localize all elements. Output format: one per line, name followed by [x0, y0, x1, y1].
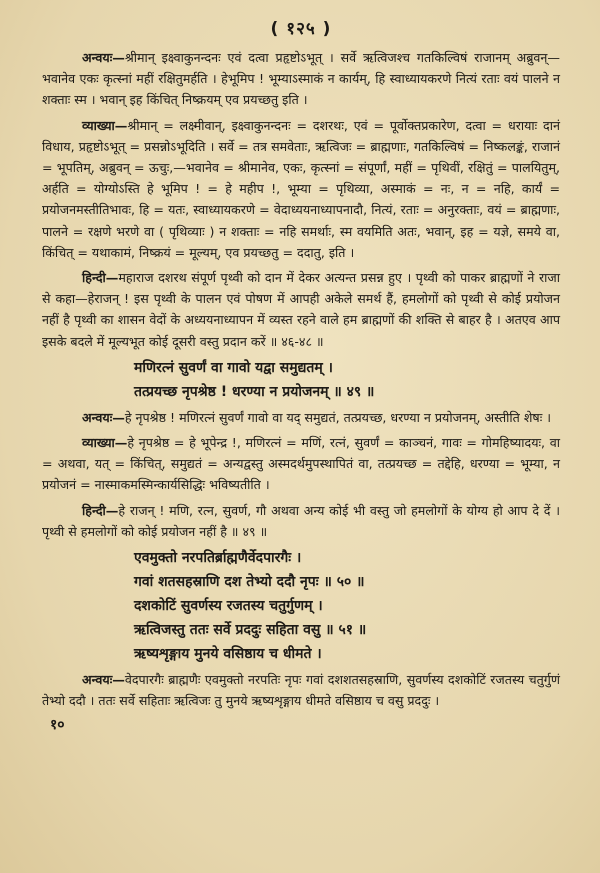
anvaya-text: श्रीमान् इक्ष्वाकुनन्दनः एवं दत्वा प्रहृष्टोऽभूत् । सर्वे ऋत्विजश्च गतकिल्विषं राजानम् अब्रुवन्—भवानेव एकः कृत्स्नां महीं रक्षितुमर्हति । हेभूमिप ! भूम्याऽस्माकं न कार्यम्, हि स्वाध्यायकरणे नित्यं रताः वयं पालने न शक्ताः स्म । भवान् इह किंचित् निष्क्रयम् एव प्रयच्छतु इति । — [42, 50, 560, 108]
hindi-label: हिन्दी— — [82, 502, 119, 518]
anvaya-section-2 — [42, 407, 560, 428]
vyakhya-paragraph — [42, 432, 560, 496]
anvaya-section-1 — [42, 47, 560, 111]
anvaya-paragraph — [42, 407, 560, 428]
folio-signature: १० — [50, 717, 65, 734]
hindi-paragraph — [42, 500, 560, 542]
verse-line: मणिरत्नं सुवर्णं वा गावो यद्वा समुद्यतम् । — [134, 359, 333, 376]
page-number: ( १२५ ) — [270, 19, 332, 39]
verse-line: गवां शतसहस्राणि दश तेभ्यो ददौ नृपः ॥ ५० ॥ — [134, 574, 365, 591]
vyakhya-label: व्याख्या— — [82, 117, 128, 133]
anvaya-text: हे नृपश्रेष्ठ ! मणिरत्नं सुवर्णं गावो वा यद् समुद्यतं, तत्प्रयच्छ, धरण्या न प्रयोजनम्, अस्तीति शेषः । — [124, 409, 552, 425]
vyakhya-text: हे नृपश्रेष्ठ = हे भूपेन्द्र !, मणिरत्नं = मणिं, रत्नं, सुवर्णं = काञ्चनं, गावः = गोमहिष्यादयः, वा = अथवा, यत् = किंचित्, समुद्यतं = अन्यद्वस्तु अस्मदर्थमुपस्थापितं वा, तत्प्रयच्छ = तद्देहि, धरण्या = भूम्या, न प्रयोजनं = नास्माकमस्मिन्कार्यसिद्धिः भविष्यतीति । — [42, 435, 560, 493]
vyakhya-text: श्रीमान् = लक्ष्मीवान्, इक्ष्वाकुनन्दनः = दशरथः, एवं = पूर्वोक्तप्रकारेण, दत्वा = धरायाः दानं विधाय, प्रहृष्टोऽभूत् = प्रसन्नोऽभूदिति । सर्वे = तत्र समवेताः, ऋत्विजः = ब्राह्मणाः, गतकिल्विषं = निष्कलङ्कं, राजानं = भूपतिम्, अब्रुवन् = ऊचुः,—भवानेव = श्रीमानेव, एकः, कृत्स्नां = संपूर्णां, महीं = पृथिवीं, रक्षितुं = पालयितुम्, अर्हति = योग्योऽस्ति हे भूमिप ! = हे महीप !, भूम्या = पृथिव्या, अस्माकं = नः, न = नहि, कार्यं = प्रयोजनमस्तीतिभावः, हि = यतः, स्वाध्यायकरणे = वेदाध्ययनाध्यापनादौ, नित्यं, रताः = अनुरक्ताः, वयं = ब्राह्मणाः, पालने = रक्षणे भरणे वा ( पृथिव्याः ) न शक्ताः = नहि समर्थाः, स्म वयमिति अतः, भवान्, इह = यज्ञे, समये वा, किंचित् = यथाकामं, निष्क्रयं = मूल्यम्, एव प्रयच्छतु = ददातु, इति । — [42, 117, 560, 260]
anvaya-paragraph — [42, 669, 560, 711]
hindi-text: हे राजन् ! मणि, रत्न, सुवर्ण, गौ अथवा अन्य कोई भी वस्तु जो हमलोगों के योग्य हो आप दे दें । पृथ्वी से हमलोगों को कोई प्रयोजन नहीं है ॥ ४९ ॥ — [42, 502, 560, 539]
verse-line: एवमुक्तो नरपतिर्ब्राह्मणैर्वेदपारगैः । — [134, 550, 302, 567]
anvaya-label: अन्वयः— — [82, 50, 125, 65]
verse-line: ऋष्यशृङ्गाय मुनये वसिष्ठाय च धीमते । — [134, 646, 322, 663]
hindi-text: महाराज दशरथ संपूर्ण पृथ्वी को दान में देकर अत्यन्त प्रसन्न हुए । पृथ्वी को पाकर ब्राह्मणों ने राजा से कहा—हेराजन् ! इस पृथ्वी के पालन एवं पोषण में आपही अकेले समर्थ हैं, हमलोगों को पृथ्वी से कोई प्रयोजन नहीं है पृथ्वी का शासन वेदों के अध्ययनाध्यापन में व्यस्त रहने वाले हम ब्राह्मणों की शक्ति से बाहर है । अतएव आप इसके बदले में मूल्यभूत कोई दूसरी वस्तु प्रदान करें ॥ ४६-४८ ॥ — [42, 270, 560, 349]
verse-block-1 — [42, 356, 560, 404]
hindi-paragraph — [42, 267, 560, 352]
anvaya-label: अन्वयः— — [82, 409, 125, 425]
vyakhya-section-2 — [42, 432, 560, 496]
vyakhya-section-1 — [42, 115, 560, 263]
verse-line: ऋत्विजस्तु ततः सर्वे प्रददुः सहिता वसु ॥ ५१ ॥ — [134, 622, 367, 639]
hindi-section-1 — [42, 267, 560, 352]
anvaya-paragraph — [42, 47, 560, 111]
verse-line: तत्प्रयच्छ नृपश्रेष्ठ ! धरण्या न प्रयोजनम् ॥ ४९ ॥ — [134, 383, 375, 400]
anvaya-text: वेदपारगैः ब्राह्मणैः एवमुक्तो नरपतिः नृपः गवां दशशतसहस्राणि, सुवर्णस्य दशकोटिं रजतस्य चतुर्गुणं तेभ्यो ददौ । ततः सर्वे सहिताः ऋत्विजः तु मुनये ऋष्यशृङ्गाय धीमते वसिष्ठाय च वसु प्रददुः । — [42, 672, 560, 709]
hindi-label: हिन्दी— — [82, 270, 119, 286]
verse-block-2 — [42, 546, 560, 666]
hindi-section-2 — [42, 500, 560, 542]
vyakhya-paragraph — [42, 115, 560, 263]
anvaya-label: अन्वयः— — [82, 672, 125, 688]
vyakhya-label: व्याख्या— — [82, 435, 128, 451]
verse-line: दशकोटिं सुवर्णस्य रजतस्य चतुर्गुणम् । — [134, 598, 323, 615]
anvaya-section-3 — [42, 669, 560, 711]
